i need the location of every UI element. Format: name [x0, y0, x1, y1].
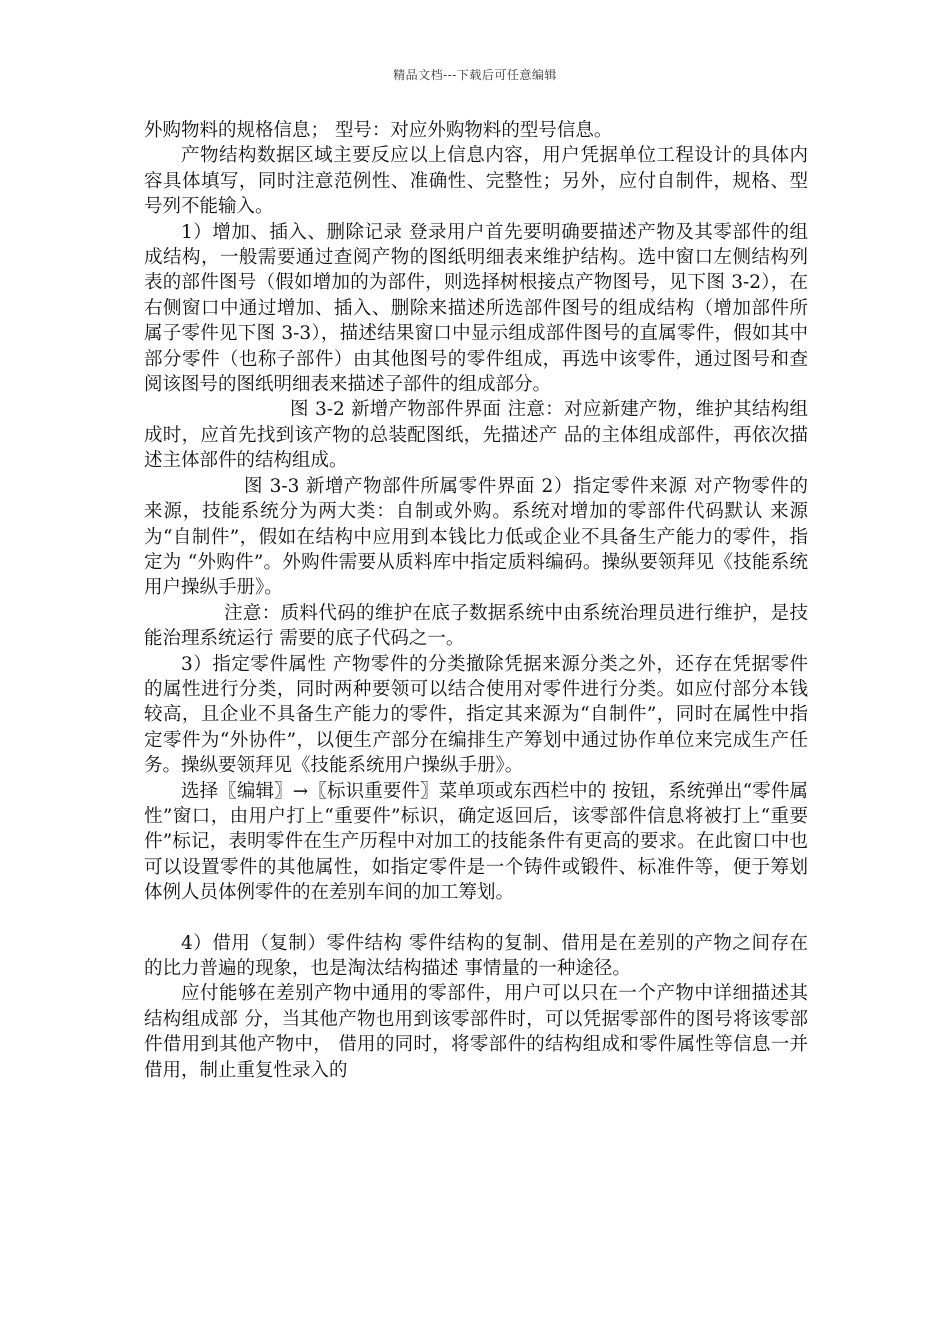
- paragraph-part-attributes: 3）指定零件属性 产物零件的分类撤除凭据来源分类之外，还存在凭据零件的属性进行分类，同时两种要领可以结合使用对零件进行分类。如应付部分本钱较高，且企业不具备生产能力的零件，指定其来源为“自制件”，同时在属性中指定零件为“外协件”，以便生产部分在编排生产筹划中通过协作单位来完成生产任务。操纵要领拜见《技能系统用户操纵手册》。: [144, 653, 808, 777]
- paragraph-material-code-note: 注意：质料代码的维护在底子数据系统中由系统治理员进行维护，是技能治理系统运行 需要的底子代码之一。: [144, 602, 808, 650]
- paragraph-edit-menu: 选择〖编辑〗→〖标识重要件〗菜单项或东西栏中的 按钮，系统弹出“零件属性”窗口，由用户打上“重要件”标识，确定返回后，该零部件信息将被打上“重要件”标记，表明零件在生产历程中对加工的技能条件有更高的要求。在此窗口中也可以设置零件的其他属性，如指定零件是一个铸件或锻件、标准件等，便于筹划体例人员体例零件的在差别车间的加工筹划。: [144, 780, 808, 904]
- page-header: 精品文档---下载后可任意编辑: [393, 68, 557, 82]
- blank-line: [144, 906, 808, 931]
- paragraph-add-insert-delete: 1）增加、插入、删除记录 登录用户首先要明确要描述产物及其零部件的组成结构，一般需要通过查阅产物的图纸明细表来维护结构。选中窗口左侧结构列表的部件图号（假如增加的为部件，则选择树根接点产物图号，见下图 3-2），在右侧窗口中通过增加、插入、删除来描述所选部件图号的组成结构（增加部件所属子零件见下图 3-3），描述结果窗口中显示组成部件图号的直属零件，假如其中部分零件（也称子部件）由其他图号的零件组成，再选中该零件，通过图号和查阅该图号的图纸明细表来描述子部件的组成部分。: [144, 221, 808, 396]
- paragraph-borrow-structure: 4）借用（复制）零件结构 零件结构的复制、借用是在差别的产物之间存在的比力普遍的现象，也是淘汰结构描述 事情量的一种途径。: [144, 932, 808, 979]
- document-body: [144, 118, 808, 1083]
- paragraph-common-parts: 应付能够在差别产物中通用的零部件，用户可以只在一个产物中详细描述其结构组成部 分，当其他产物也用到该零部件时，可以凭据零部件的图号将该零部件借用到其他产物中， 借用的同时，将零部件的结构组成和零件属性等信息一并借用，制止重复性录入的: [144, 983, 808, 1081]
- paragraph-figure-3-2: 图 3-2 新增产物部件界面 注意：对应新建产物，维护其结构组成时，应首先找到该产物的总装配图纸，先描述产 品的主体组成部件，再依次描述主体部件的结构组成。: [144, 399, 808, 472]
- paragraph-structure-area: 产物结构数据区域主要反应以上信息内容，用户凭据单位工程设计的具体内容具体填写，同时注意范例性、准确性、完整性；另外，应付自制件，规格、型号列不能输入。: [144, 145, 808, 218]
- paragraph-figure-3-3: 图 3-3 新增产物部件所属零件界面 2）指定零件来源 对产物零件的来源，技能系统分为两大类：自制或外购。系统对增加的零部件代码默认 来源为“自制件”，假如在结构中应用到本钱比力低或企业不具备生产能力的零件，指定为 “外购件”。外购件需要从质料库中指定质料编码。操纵要领拜见《技能系统用户操纵手册》。: [144, 475, 808, 599]
- paragraph-spec-info: 外购物料的规格信息； 型号：对应外购物料的型号信息。: [144, 120, 613, 141]
